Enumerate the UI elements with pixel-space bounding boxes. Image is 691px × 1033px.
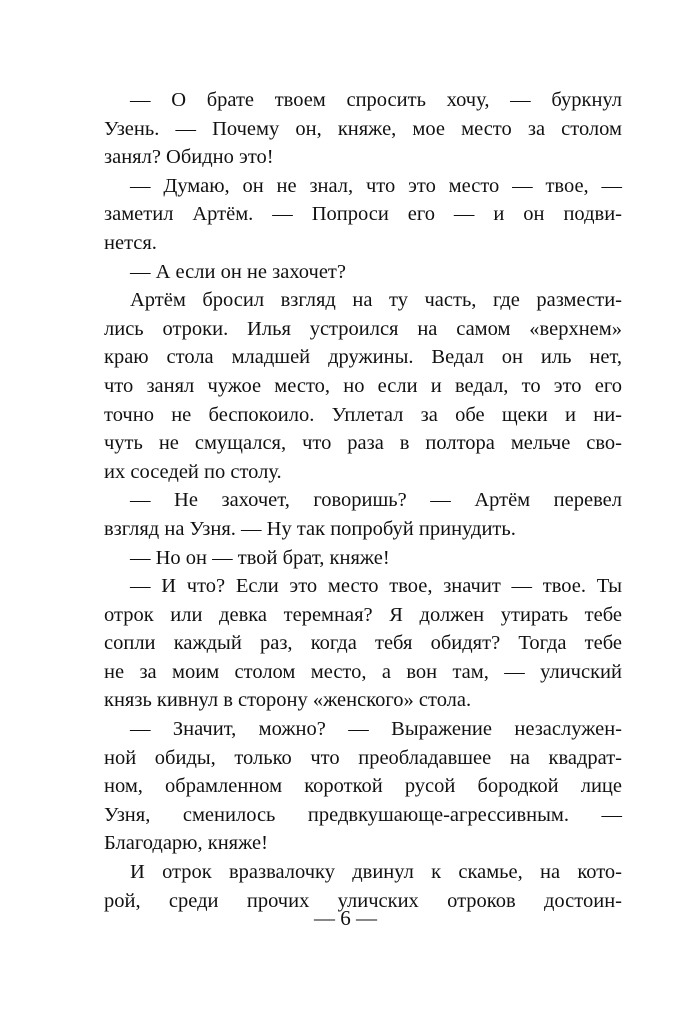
text-line: Узня, сменилось предвкушающе-агрессивным. — xyxy=(104,803,622,826)
text-line: — Но он — твой брат, княже! xyxy=(130,546,390,569)
text-line: не за моим столом место, а вон там, — уличский xyxy=(104,660,622,683)
text-line: точно не беспокоило. Уплетал за обе щеки и ни- xyxy=(104,403,622,426)
text-line: ном, обрамленном короткой русой бородкой лице xyxy=(104,775,622,798)
text-line: Узень. — Почему он, княже, мое место за столом xyxy=(104,117,622,140)
text-line: лись отроки. Илья устроился на самом «верхнем» xyxy=(104,317,622,340)
text-line: краю стола младшей дружины. Ведал он иль нет, xyxy=(104,346,622,369)
text-line: что занял чужое место, но если и ведал, то это его xyxy=(104,374,622,397)
text-line: заметил Артём. — Попроси его — и он подви- xyxy=(104,203,622,226)
text-line: занял? Обидно это! xyxy=(104,146,274,169)
text-line: Артём бросил взгляд на ту часть, где размести- xyxy=(130,289,622,312)
text-line: Благодарю, княже! xyxy=(104,832,268,855)
text-line: — О брате твоем спросить хочу, — буркнул xyxy=(130,89,622,111)
text-line: нется. xyxy=(104,231,157,254)
text-line: их соседей по столу. xyxy=(104,460,282,483)
text-line: — А если он не захочет? xyxy=(130,260,346,283)
text-line: рой, среди прочих уличских отроков достоин- xyxy=(104,889,622,912)
text-line: — Не захочет, говоришь? — Артём перевел xyxy=(130,489,622,512)
text-line: сопли каждый раз, когда тебя обидят? Тогда тебе xyxy=(104,632,622,655)
text-line: отрок или девка теремная? Я должен утирать тебе xyxy=(104,603,622,626)
text-line: — И что? Если это место твое, значит — твое. Ты xyxy=(130,575,622,598)
page-text xyxy=(104,86,622,915)
text-line: князь кивнул в сторону «женского» стола. xyxy=(104,689,472,712)
text-line: — Думаю, он не знал, что это место — твое, — xyxy=(130,174,622,197)
page-number: — 6 — xyxy=(314,906,377,930)
text-line: чуть не смущался, что раза в полтора мельче сво- xyxy=(104,432,622,455)
text-line: — Значит, можно? — Выражение незаслужен- xyxy=(130,718,622,741)
text-line: ной обиды, только что преобладавшее на квадрат- xyxy=(104,746,622,769)
text-line: взгляд на Узня. — Ну так попробуй принудить. xyxy=(104,517,516,540)
text-line: И отрок вразвалочку двинул к скамье, на кото- xyxy=(130,861,622,884)
